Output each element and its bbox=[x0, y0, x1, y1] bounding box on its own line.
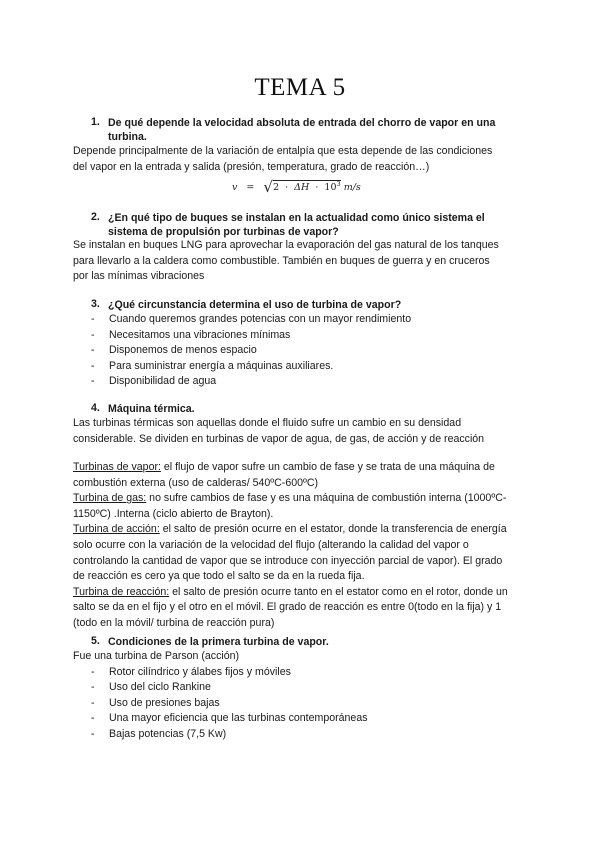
formula-lhs: v bbox=[232, 182, 238, 193]
turbina-gas-label: Turbina de gas: bbox=[73, 492, 147, 505]
q2-answer-line-2: para llevarlo a la caldera como combustible. También en buques de guerra y en cruceros bbox=[73, 254, 490, 267]
turbina-gas-line-2: 1150ºC) .Interna (ciclo abierto de Brayton). bbox=[73, 507, 274, 520]
q4-number: 4. bbox=[91, 402, 100, 414]
list-item: - Una mayor eficiencia que las turbinas contemporáneas bbox=[91, 712, 368, 724]
list-item: - Para suministrar energía a máquinas auxiliares. bbox=[91, 359, 334, 372]
q2-answer-line-3: por las mínimas vibraciones bbox=[73, 270, 205, 283]
list-item: - Cuando queremos grandes potencias con un mayor rendimiento bbox=[91, 313, 412, 325]
turbina-gas-line-1: Turbina de gas: no sufre cambios de fase y es una máquina de combustión interna (1000ºC- bbox=[73, 492, 507, 505]
turbina-vapor-line-1: Turbinas de vapor: el flujo de vapor sufre un cambio de fase y se trata de una máquina de bbox=[73, 461, 495, 473]
turbina-accion-line-2: solo ocurre con la variación de la velocidad del flujo (alterando la calidad del vapor o bbox=[73, 538, 469, 551]
formula-unit: m/s bbox=[343, 182, 361, 193]
q4-intro bbox=[73, 416, 528, 447]
list-item: - Disponibilidad de agua bbox=[91, 375, 217, 387]
q4-heading: Máquina térmica. bbox=[108, 403, 195, 415]
formula-delta-h: ΔH bbox=[294, 182, 310, 193]
formula-equals: = bbox=[246, 182, 255, 193]
q4-intro-line-2: considerable. Se dividen en turbinas de vapor de agua, de gas, de acción y de reacción bbox=[73, 432, 485, 445]
velocity-formula bbox=[232, 176, 361, 194]
q2-heading-line-1: ¿En qué tipo de buques se instalan en la actualidad como único sistema el bbox=[108, 212, 485, 224]
turbina-accion-line-1: Turbina de acción: el salto de presión ocurre en el estator, donde la transferencia de energía bbox=[73, 523, 507, 536]
turbina-accion-line-3: controlando la cantidad de vapor que se introduce con inyección parcial de vapor). El grado bbox=[73, 554, 503, 567]
turbina-vapor-line-2: combustión externa (uso de calderas/ 540ºC-600ºC) bbox=[73, 476, 319, 489]
q1-answer bbox=[73, 144, 528, 175]
formula-dot-2: · bbox=[315, 182, 319, 193]
q1-heading-line-1: De qué depende la velocidad absoluta de entrada del chorro de vapor en una bbox=[108, 117, 496, 129]
q1-heading-line-2: turbina. bbox=[108, 131, 147, 144]
q3-number: 3. bbox=[91, 298, 100, 310]
q5-heading: Condiciones de la primera turbina de vapor. bbox=[108, 636, 329, 648]
list-item: - Rotor cilíndrico y álabes fijos y móviles bbox=[91, 665, 291, 678]
q4-definitions bbox=[73, 460, 528, 632]
q5-intro: Fue una turbina de Parson (acción) bbox=[73, 650, 240, 662]
list-item: - Uso del ciclo Rankine bbox=[91, 681, 211, 693]
turbina-accion-label: Turbina de acción: bbox=[73, 523, 160, 536]
q2-heading bbox=[108, 211, 528, 239]
q1-heading bbox=[108, 116, 528, 144]
formula-exponent: 3 bbox=[336, 179, 341, 188]
q1-answer-line-1: Depende principalmente de la variación de entalpía que esta depende de las condiciones bbox=[73, 145, 493, 157]
q2-answer bbox=[73, 238, 528, 285]
list-item: - Disponemos de menos espacio bbox=[91, 344, 257, 356]
formula-ten: 10 bbox=[324, 182, 337, 193]
turbina-reaccion-label: Turbina de reacción: bbox=[73, 585, 170, 598]
turbina-vapor-label: Turbinas de vapor: bbox=[73, 461, 161, 473]
list-item: - Uso de presiones bajas bbox=[91, 696, 220, 709]
formula-radicand bbox=[273, 180, 341, 193]
q2-number: 2. bbox=[91, 211, 100, 223]
formula-two: 2 bbox=[272, 182, 280, 193]
list-item: - Bajas potencias (7,5 Kw) bbox=[91, 727, 227, 740]
turbina-reaccion-line-1: Turbina de reacción: el salto de presión ocurre tanto en el estator como en el rotor, donde un bbox=[73, 585, 508, 598]
q2-heading-line-2: sistema de propulsión por turbinas de vapor? bbox=[108, 226, 339, 239]
page-title: TEMA 5 bbox=[254, 74, 346, 101]
q1-number: 1. bbox=[91, 116, 100, 128]
turbina-reaccion-line-3: (todo en la móvil/ turbina de reacción pura) bbox=[73, 616, 275, 629]
q5-number: 5. bbox=[91, 635, 100, 647]
list-item: - Necesitamos una vibraciones mínimas bbox=[91, 328, 291, 341]
turbina-reaccion-line-2: salto se da en el fijo y el otro en el móvil. El grado de reacción es entre 0(todo en la fija) y 1 bbox=[73, 601, 502, 614]
q3-heading: ¿Qué circunstancia determina el uso de turbina de vapor? bbox=[108, 299, 402, 311]
q4-intro-line-1: Las turbinas térmicas son aquellas donde el fluido sufre un cambio en su densidad bbox=[73, 417, 462, 429]
sqrt-symbol-icon: √ bbox=[263, 178, 273, 196]
turbina-accion-line-4: de reacción es cero ya que todo el salto se da en la rueda fija. bbox=[73, 570, 365, 583]
q2-answer-line-1: Se instalan en buques LNG para aprovechar la evaporación del gas natural de los tanques bbox=[73, 239, 499, 251]
formula-dot-1: · bbox=[285, 182, 289, 193]
q1-answer-line-2: del vapor en la entrada y salida (presión, temperatura, grado de reacción…) bbox=[73, 160, 430, 173]
